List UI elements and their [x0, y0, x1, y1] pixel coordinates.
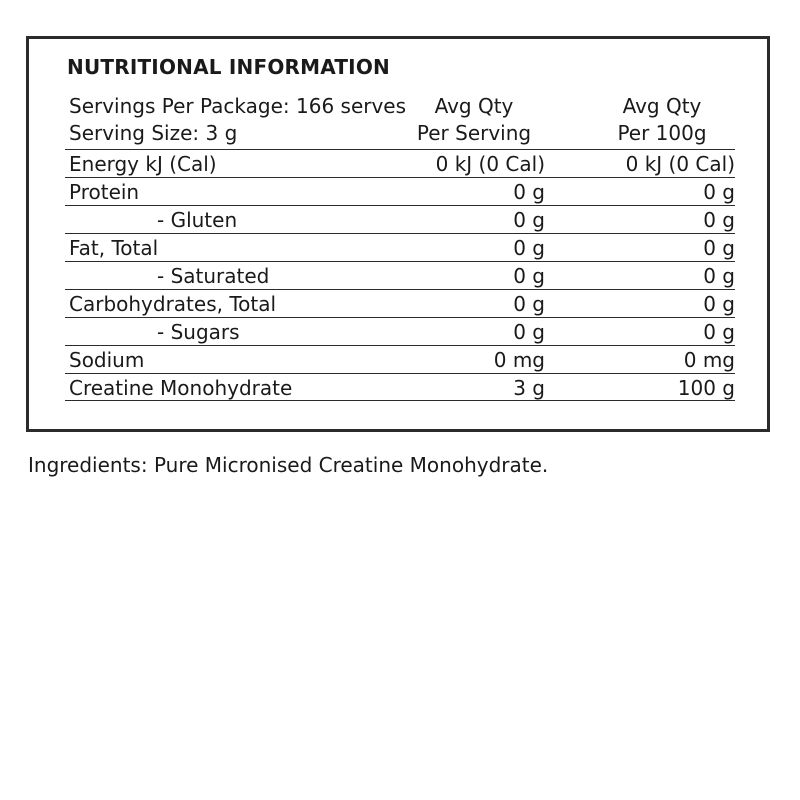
panel-title: NUTRITIONAL INFORMATION	[67, 55, 390, 79]
nutrient-label: Protein	[69, 180, 140, 204]
column-header-per-serving-line1: Avg Qty	[434, 94, 514, 118]
table-row	[65, 177, 735, 205]
nutrient-label: Creatine Monohydrate	[69, 376, 293, 400]
per-serving-value: 0 g	[513, 320, 545, 344]
per-100g-value: 0 g	[703, 320, 735, 344]
nutrient-label: Sodium	[69, 348, 145, 372]
table-row	[65, 149, 735, 177]
per-serving-value: 0 g	[513, 180, 545, 204]
column-header-per-serving-line2: Per Serving	[416, 121, 532, 145]
serving-size: Serving Size: 3 g	[69, 121, 238, 145]
nutrient-label: Energy kJ (Cal)	[69, 152, 217, 176]
nutrient-label: - Sugars	[157, 320, 240, 344]
per-serving-value: 3 g	[513, 376, 545, 400]
nutrient-label: - Gluten	[157, 208, 238, 232]
column-header-per-serving	[399, 93, 549, 147]
table-row	[65, 289, 735, 317]
per-serving-value: 0 mg	[493, 348, 545, 372]
per-serving-value: 0 g	[513, 208, 545, 232]
servings-per-package: Servings Per Package: 166 serves	[69, 94, 407, 118]
table-row	[65, 345, 735, 373]
per-100g-value: 0 g	[703, 264, 735, 288]
table-row	[65, 233, 735, 261]
per-100g-value: 0 g	[703, 292, 735, 316]
ingredients-text: Ingredients: Pure Micronised Creatine Monohydrate.	[28, 453, 549, 477]
per-serving-value: 0 kJ (0 Cal)	[435, 152, 545, 176]
per-100g-value: 0 g	[703, 236, 735, 260]
table-row	[65, 373, 735, 401]
nutrient-label: Carbohydrates, Total	[69, 292, 277, 316]
table-header	[69, 93, 735, 145]
per-serving-value: 0 g	[513, 264, 545, 288]
per-100g-value: 0 mg	[683, 348, 735, 372]
per-100g-value: 0 kJ (0 Cal)	[625, 152, 735, 176]
per-100g-value: 0 g	[703, 208, 735, 232]
column-header-per-100g-line2: Per 100g	[617, 121, 707, 145]
per-serving-value: 0 g	[513, 236, 545, 260]
table-row	[65, 317, 735, 345]
nutrition-panel	[26, 36, 770, 432]
serving-info	[69, 93, 406, 147]
per-100g-value: 0 g	[703, 180, 735, 204]
per-serving-value: 0 g	[513, 292, 545, 316]
table-row	[65, 205, 735, 233]
per-100g-value: 100 g	[677, 376, 735, 400]
column-header-per-100g-line1: Avg Qty	[622, 94, 702, 118]
nutrient-label: Fat, Total	[69, 236, 159, 260]
nutrient-label: - Saturated	[157, 264, 270, 288]
column-header-per-100g	[597, 93, 727, 147]
table-row	[65, 261, 735, 289]
nutrition-table	[65, 149, 735, 401]
